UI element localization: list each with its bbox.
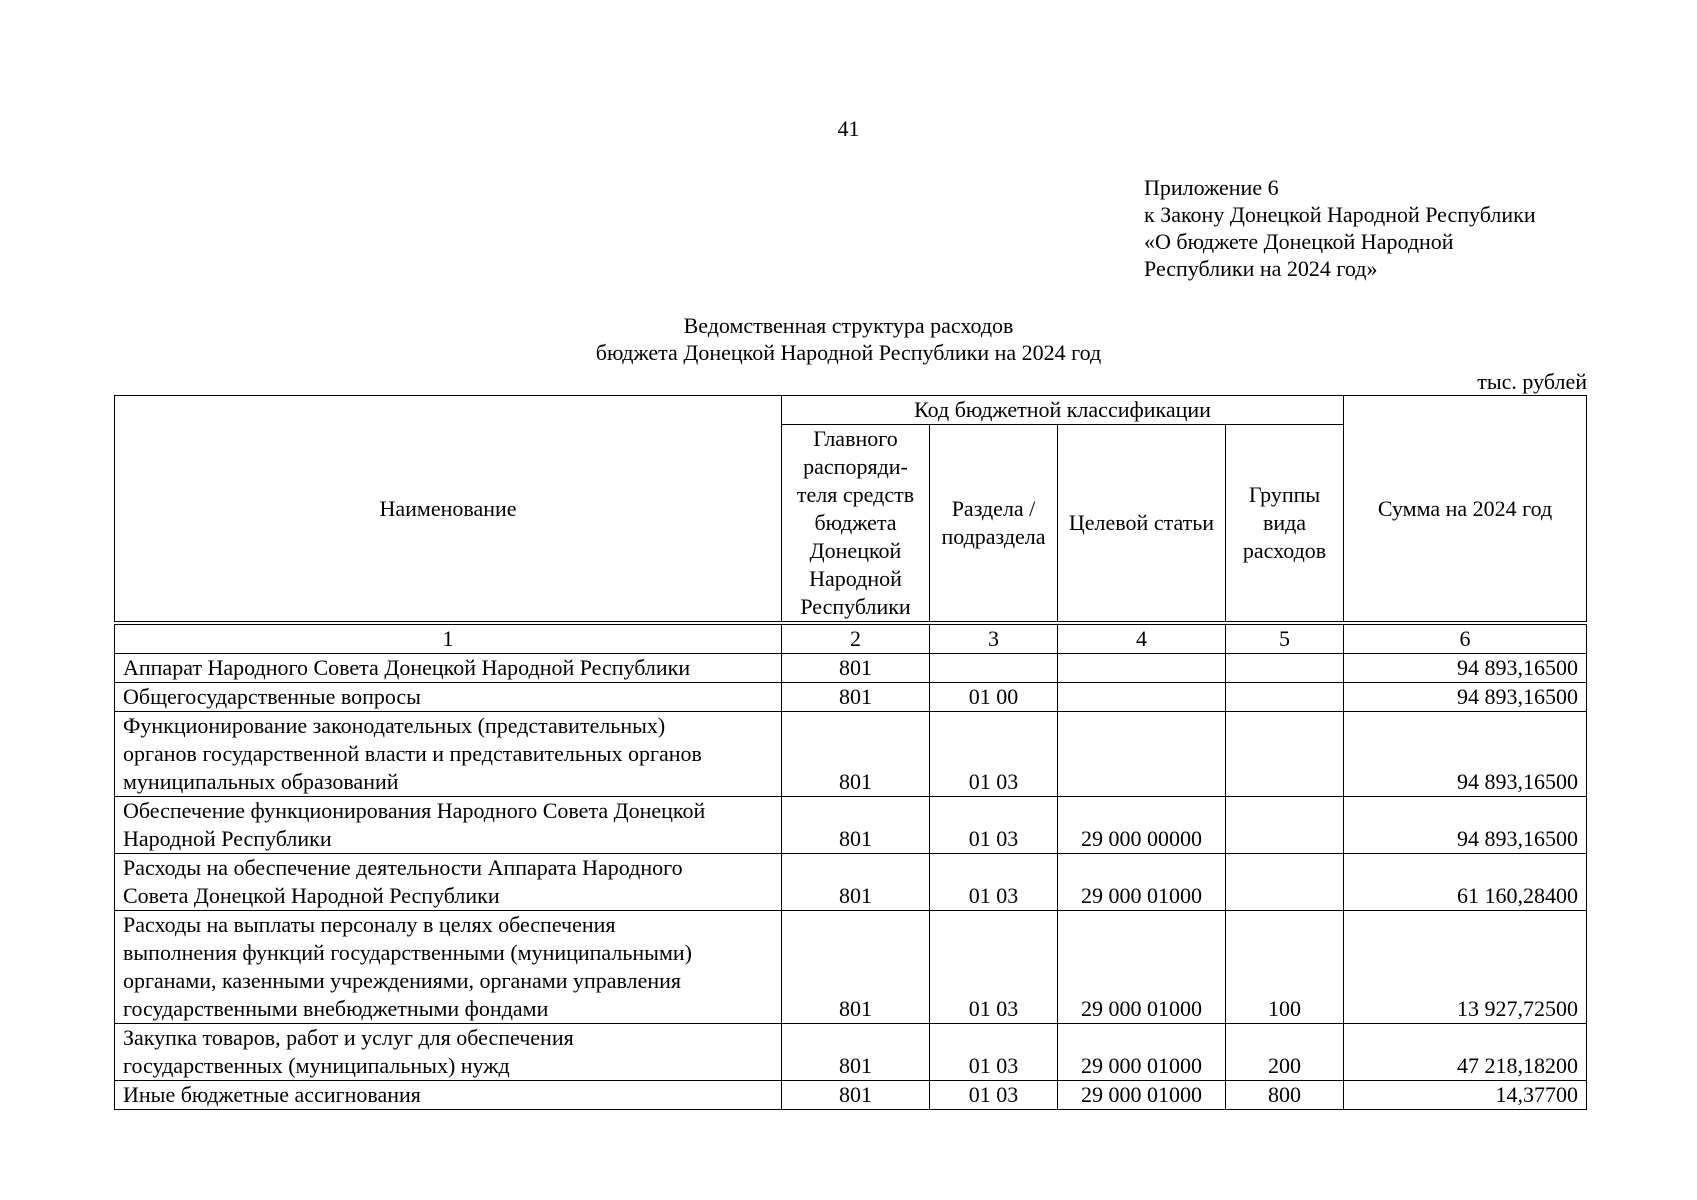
column-number: 5 — [1226, 623, 1344, 654]
row-name — [115, 1024, 782, 1081]
row-section-code: 01 03 — [930, 911, 1058, 1024]
row-admin-code: 801 — [782, 854, 930, 911]
row-target-code: 29 000 00000 — [1058, 797, 1226, 854]
table-row — [115, 797, 1587, 854]
row-name-line: Совета Донецкой Народной Республики — [123, 883, 500, 908]
row-expense-group — [1226, 854, 1344, 911]
row-admin-code: 801 — [782, 1081, 930, 1110]
units-label: тыс. рублей — [1477, 369, 1587, 394]
header-text: Донецкой — [809, 538, 902, 563]
row-name-line: Расходы на обеспечение деятельности Аппарата Народного — [123, 855, 683, 880]
column-number-row — [115, 623, 1587, 654]
row-admin-code: 801 — [782, 683, 930, 712]
header-text: Республики — [800, 594, 911, 619]
row-name-line: государственными внебюджетными фондами — [123, 996, 549, 1021]
header-target: Целевой статьи — [1058, 425, 1226, 624]
row-name-line: Обеспечение функционирования Народного Совета Донецкой — [123, 798, 706, 823]
row-name — [115, 1081, 782, 1110]
row-target-code: 29 000 01000 — [1058, 854, 1226, 911]
row-name-line: Расходы на выплаты персоналу в целях обеспечения — [123, 912, 616, 937]
row-sum: 61 160,28400 — [1344, 854, 1587, 911]
row-name-line: выполнения функций государственными (муниципальными) — [123, 940, 692, 965]
row-sum: 94 893,16500 — [1344, 797, 1587, 854]
row-name-line: Общегосударственные вопросы — [123, 684, 421, 709]
row-sum: 13 927,72500 — [1344, 911, 1587, 1024]
table-row — [115, 712, 1587, 797]
header-code-group: Код бюджетной классификации — [782, 396, 1344, 425]
column-number: 6 — [1344, 623, 1587, 654]
header-text: распоряди- — [803, 454, 908, 479]
row-name-line: муниципальных образований — [123, 769, 399, 794]
row-target-code: 29 000 01000 — [1058, 1081, 1226, 1110]
column-number: 2 — [782, 623, 930, 654]
row-expense-group: 800 — [1226, 1081, 1344, 1110]
row-sum: 14,37700 — [1344, 1081, 1587, 1110]
row-name-line: государственных (муниципальных) нужд — [123, 1053, 510, 1078]
title-line-2: бюджета Донецкой Народной Республики на 2024 год — [595, 340, 1102, 365]
header-text: Народной — [809, 566, 902, 591]
row-expense-group — [1226, 797, 1344, 854]
appendix-line: Республики на 2024 год» — [1144, 256, 1378, 281]
row-section-code: 01 03 — [930, 1081, 1058, 1110]
table-row — [115, 654, 1587, 683]
table-row — [115, 911, 1587, 1024]
row-target-code: 29 000 01000 — [1058, 911, 1226, 1024]
row-admin-code: 801 — [782, 911, 930, 1024]
header-text: Группы — [1248, 482, 1321, 507]
row-admin-code: 801 — [782, 1024, 930, 1081]
row-name — [115, 797, 782, 854]
row-target-code: 29 000 01000 — [1058, 1024, 1226, 1081]
header-text: Главного — [813, 426, 898, 451]
header-text: расходов — [1242, 538, 1327, 563]
row-name-line: органами, казенными учреждениями, органами управления — [123, 968, 682, 993]
column-number: 3 — [930, 623, 1058, 654]
row-section-code: 01 00 — [930, 683, 1058, 712]
appendix-line: «О бюджете Донецкой Народной — [1144, 229, 1454, 254]
header-text: вида — [1262, 510, 1307, 535]
row-sum: 94 893,16500 — [1344, 712, 1587, 797]
row-admin-code: 801 — [782, 654, 930, 683]
row-section-code: 01 03 — [930, 797, 1058, 854]
row-name-line: Иные бюджетные ассигнования — [123, 1082, 421, 1107]
row-sum: 47 218,18200 — [1344, 1024, 1587, 1081]
appendix-note — [1144, 174, 1536, 282]
row-section-code — [930, 654, 1058, 683]
table-row — [115, 683, 1587, 712]
row-name — [115, 911, 782, 1024]
row-sum: 94 893,16500 — [1344, 683, 1587, 712]
row-name — [115, 712, 782, 797]
document-title — [0, 312, 1697, 366]
row-expense-group — [1226, 654, 1344, 683]
row-target-code — [1058, 712, 1226, 797]
row-name-line: Народной Республики — [123, 826, 332, 851]
row-section-code: 01 03 — [930, 1024, 1058, 1081]
row-name — [115, 683, 782, 712]
row-name — [115, 654, 782, 683]
header-text: теля средств — [796, 482, 915, 507]
row-section-code: 01 03 — [930, 854, 1058, 911]
row-name-line: органов государственной власти и представительных органов — [123, 741, 702, 766]
row-admin-code: 801 — [782, 797, 930, 854]
row-name-line: Функционирование законодательных (представительных) — [123, 713, 666, 738]
header-text: Раздела / — [951, 496, 1036, 521]
row-admin-code: 801 — [782, 712, 930, 797]
header-main-admin — [782, 425, 930, 624]
table-row — [115, 854, 1587, 911]
row-expense-group — [1226, 712, 1344, 797]
table-row — [115, 1081, 1587, 1110]
header-expense-group — [1226, 425, 1344, 624]
header-sum: Сумма на 2024 год — [1344, 396, 1587, 624]
row-expense-group: 100 — [1226, 911, 1344, 1024]
appendix-line: Приложение 6 — [1144, 175, 1279, 200]
appendix-line: к Закону Донецкой Народной Республики — [1144, 202, 1536, 227]
column-number: 4 — [1058, 623, 1226, 654]
header-text: бюджета — [814, 510, 897, 535]
row-sum: 94 893,16500 — [1344, 654, 1587, 683]
row-name-line: Закупка товаров, работ и услуг для обеспечения — [123, 1025, 574, 1050]
table-row — [115, 1024, 1587, 1081]
column-number: 1 — [115, 623, 782, 654]
page-number: 41 — [837, 116, 860, 141]
row-name-line: Аппарат Народного Совета Донецкой Народной Республики — [123, 655, 691, 680]
title-line-1: Ведомственная структура расходов — [683, 313, 1014, 338]
row-expense-group — [1226, 683, 1344, 712]
header-name: Наименование — [115, 396, 782, 624]
row-target-code — [1058, 683, 1226, 712]
row-name — [115, 854, 782, 911]
budget-table — [114, 395, 1587, 1110]
header-text: подраздела — [941, 524, 1046, 549]
header-section — [930, 425, 1058, 624]
row-section-code: 01 03 — [930, 712, 1058, 797]
row-target-code — [1058, 654, 1226, 683]
row-expense-group: 200 — [1226, 1024, 1344, 1081]
